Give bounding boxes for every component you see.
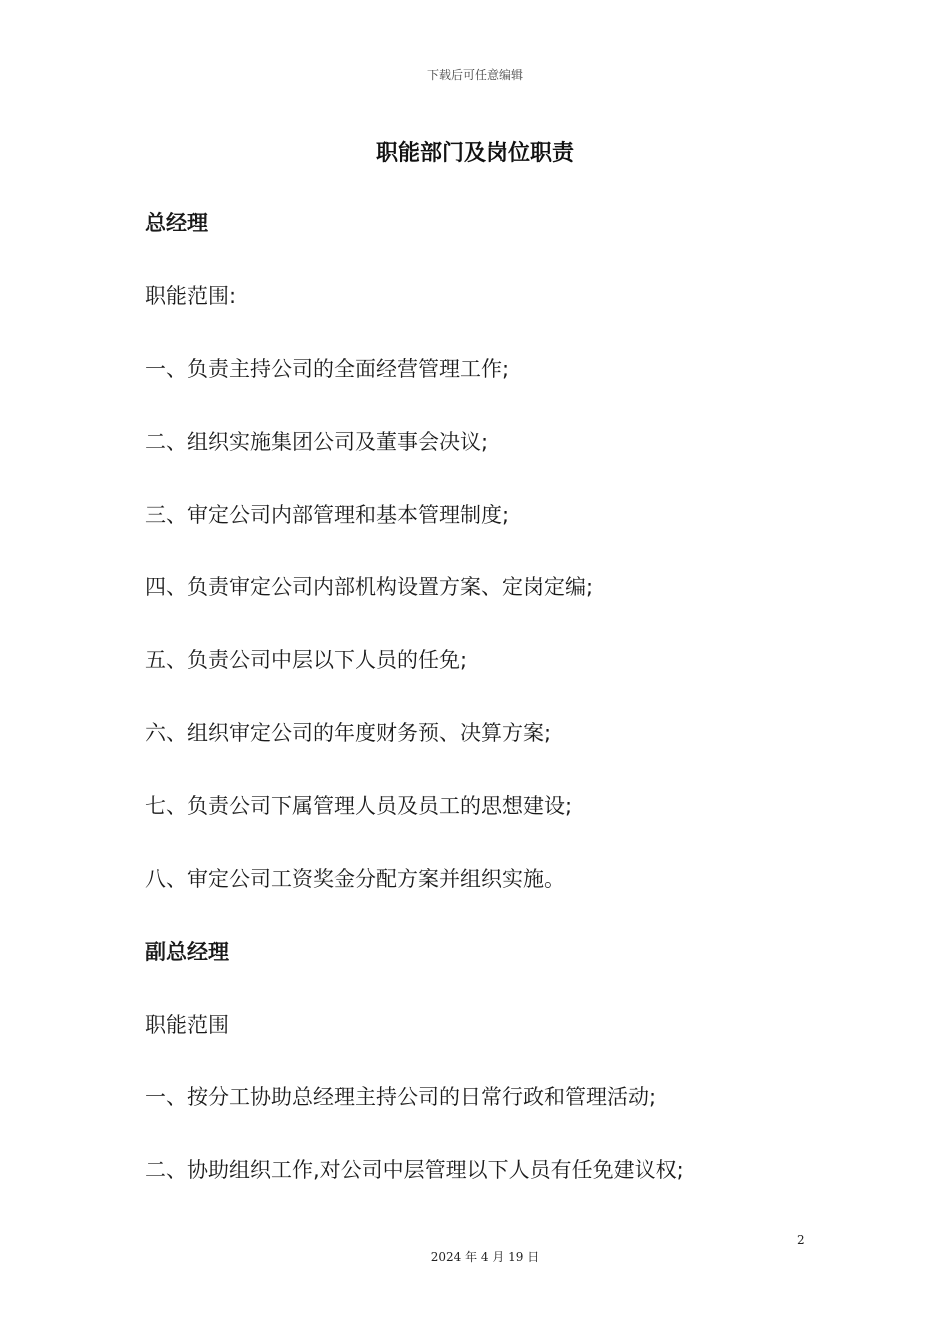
footer-date: 2024 年 4 月 19 日 (430, 1250, 540, 1264)
duty-item: 八、审定公司工资奖金分配方案并组织实施。 (145, 867, 565, 891)
section-heading-general-manager: 总经理 (145, 211, 208, 235)
section-heading-deputy-general-manager: 副总经理 (145, 940, 229, 964)
page-title: 职能部门及岗位职责 (375, 141, 574, 166)
scope-label-general-manager: 职能范围: (145, 284, 237, 308)
duty-item: 一、负责主持公司的全面经营管理工作; (145, 357, 510, 381)
duty-item: 二、组织实施集团公司及董事会决议; (145, 430, 489, 454)
duty-item: 一、按分工协助总经理主持公司的日常行政和管理活动; (145, 1085, 657, 1109)
page-number: 2 (797, 1233, 805, 1247)
duty-item: 四、负责审定公司内部机构设置方案、定岗定编; (145, 575, 594, 599)
duty-item: 五、负责公司中层以下人员的任免; (145, 648, 468, 672)
scope-label-deputy-general-manager: 职能范围 (145, 1013, 229, 1037)
duty-item: 六、组织审定公司的年度财务预、决算方案; (145, 721, 552, 745)
duty-item: 二、协助组织工作,对公司中层管理以下人员有任免建议权; (145, 1158, 684, 1182)
duty-item: 三、审定公司内部管理和基本管理制度; (145, 503, 510, 527)
duty-item: 七、负责公司下属管理人员及员工的思想建设; (145, 794, 573, 818)
header-note: 下载后可任意编辑 (426, 68, 523, 82)
